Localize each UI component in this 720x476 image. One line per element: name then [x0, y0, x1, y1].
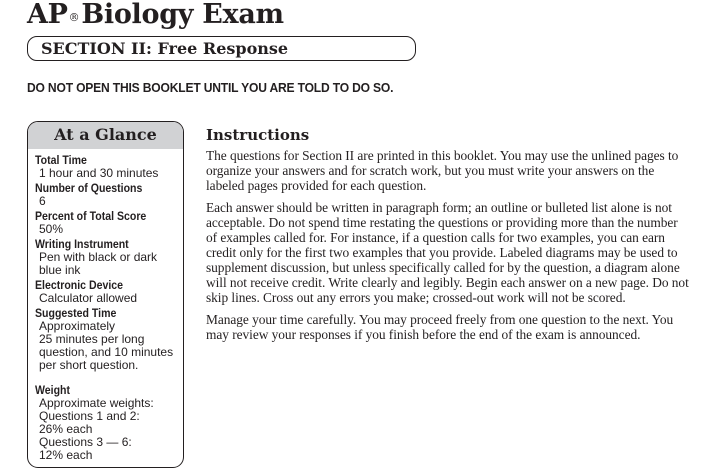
glance-value-writing-instrument	[35, 251, 183, 277]
glance-value-line: 26% each	[39, 422, 93, 436]
glance-value-line: blue ink	[39, 263, 81, 277]
instructions-heading: Instructions	[206, 126, 310, 144]
text-line: The questions for Section II are printed in this booklet. You may use the unlined pages to	[206, 148, 679, 163]
glance-label-percent-score: Percent of Total Score	[35, 209, 147, 223]
glance-value-line: 6	[39, 194, 46, 208]
glance-value-line: Questions 1 and 2:	[39, 409, 140, 423]
glance-value-line: Approximately	[39, 319, 116, 333]
glance-value-line: Pen with black or dark	[39, 250, 158, 264]
glance-value-line: 12% each	[39, 448, 93, 462]
at-a-glance-heading: At a Glance	[28, 122, 183, 149]
glance-label-electronic-device: Electronic Device	[35, 278, 124, 292]
text-line: of examples called for. For instance, if a question calls for two examples, you can earn	[206, 230, 665, 245]
instructions-paragraph-2	[206, 200, 696, 305]
glance-value-line: Approximate weights:	[39, 396, 154, 410]
text-line: may review your responses if you finish before the end of the exam is announced.	[206, 327, 641, 342]
glance-label-weight: Weight	[35, 383, 71, 397]
at-a-glance-list	[28, 149, 183, 462]
glance-value-line: 1 hour and 30 minutes	[39, 166, 159, 180]
glance-value-electronic-device	[35, 292, 183, 305]
glance-value-weight	[35, 397, 183, 462]
text-line: skip lines. Cross out any errors you make; crossed-out work will not be scored.	[206, 290, 626, 305]
glance-label-total-time: Total Time	[35, 153, 87, 167]
text-line: will not receive credit. Write clearly and legibly. Begin each answer on a new page. Do not	[206, 275, 689, 290]
instructions-paragraph-1	[206, 148, 696, 193]
glance-value-percent-score	[35, 223, 183, 236]
exam-title	[27, 0, 284, 32]
glance-value-line: per short question.	[39, 358, 139, 372]
glance-label-suggested-time: Suggested Time	[35, 306, 117, 320]
text-line: labeled pages provided for each question.	[206, 178, 427, 193]
glance-value-total-time	[35, 167, 183, 180]
registered-mark: ®	[68, 11, 80, 24]
glance-label-writing-instrument: Writing Instrument	[35, 237, 129, 251]
text-line: Each answer should be written in paragraph form; an outline or bulleted list alone is not	[206, 200, 672, 215]
exam-title-prefix: AP	[27, 0, 68, 30]
glance-value-number-of-questions	[35, 195, 183, 208]
instructions-paragraph-3	[206, 312, 696, 342]
glance-value-suggested-time	[35, 320, 183, 372]
glance-value-line: 25 minutes per long	[39, 332, 145, 346]
text-line: acceptable. Do not spend time restating the questions or providing more than the number	[206, 215, 678, 230]
warning-notice: DO NOT OPEN THIS BOOKLET UNTIL YOU ARE TOLD TO DO SO.	[27, 80, 394, 95]
instructions-section	[206, 125, 696, 349]
glance-label-number-of-questions: Number of Questions	[35, 181, 143, 195]
section-label: SECTION II: Free Response	[27, 36, 416, 61]
text-line: organize your answers and for scratch work, but you must write your answers on the	[206, 163, 655, 178]
text-line: credit only for the first two examples that you provide. Labeled diagrams may be used to	[206, 245, 678, 260]
glance-value-line: Calculator allowed	[39, 291, 138, 305]
glance-value-line: question, and 10 minutes	[39, 345, 174, 359]
glance-value-line: 50%	[39, 222, 64, 236]
at-a-glance-box	[27, 121, 184, 468]
glance-value-line: Questions 3 — 6:	[39, 435, 132, 449]
text-line: supplement discussion, but unless specifically called for by the question, a diagram alone	[206, 260, 680, 275]
exam-title-suffix: Biology Exam	[81, 0, 284, 30]
text-line: Manage your time carefully. You may proceed freely from one question to the next. You	[206, 312, 674, 327]
